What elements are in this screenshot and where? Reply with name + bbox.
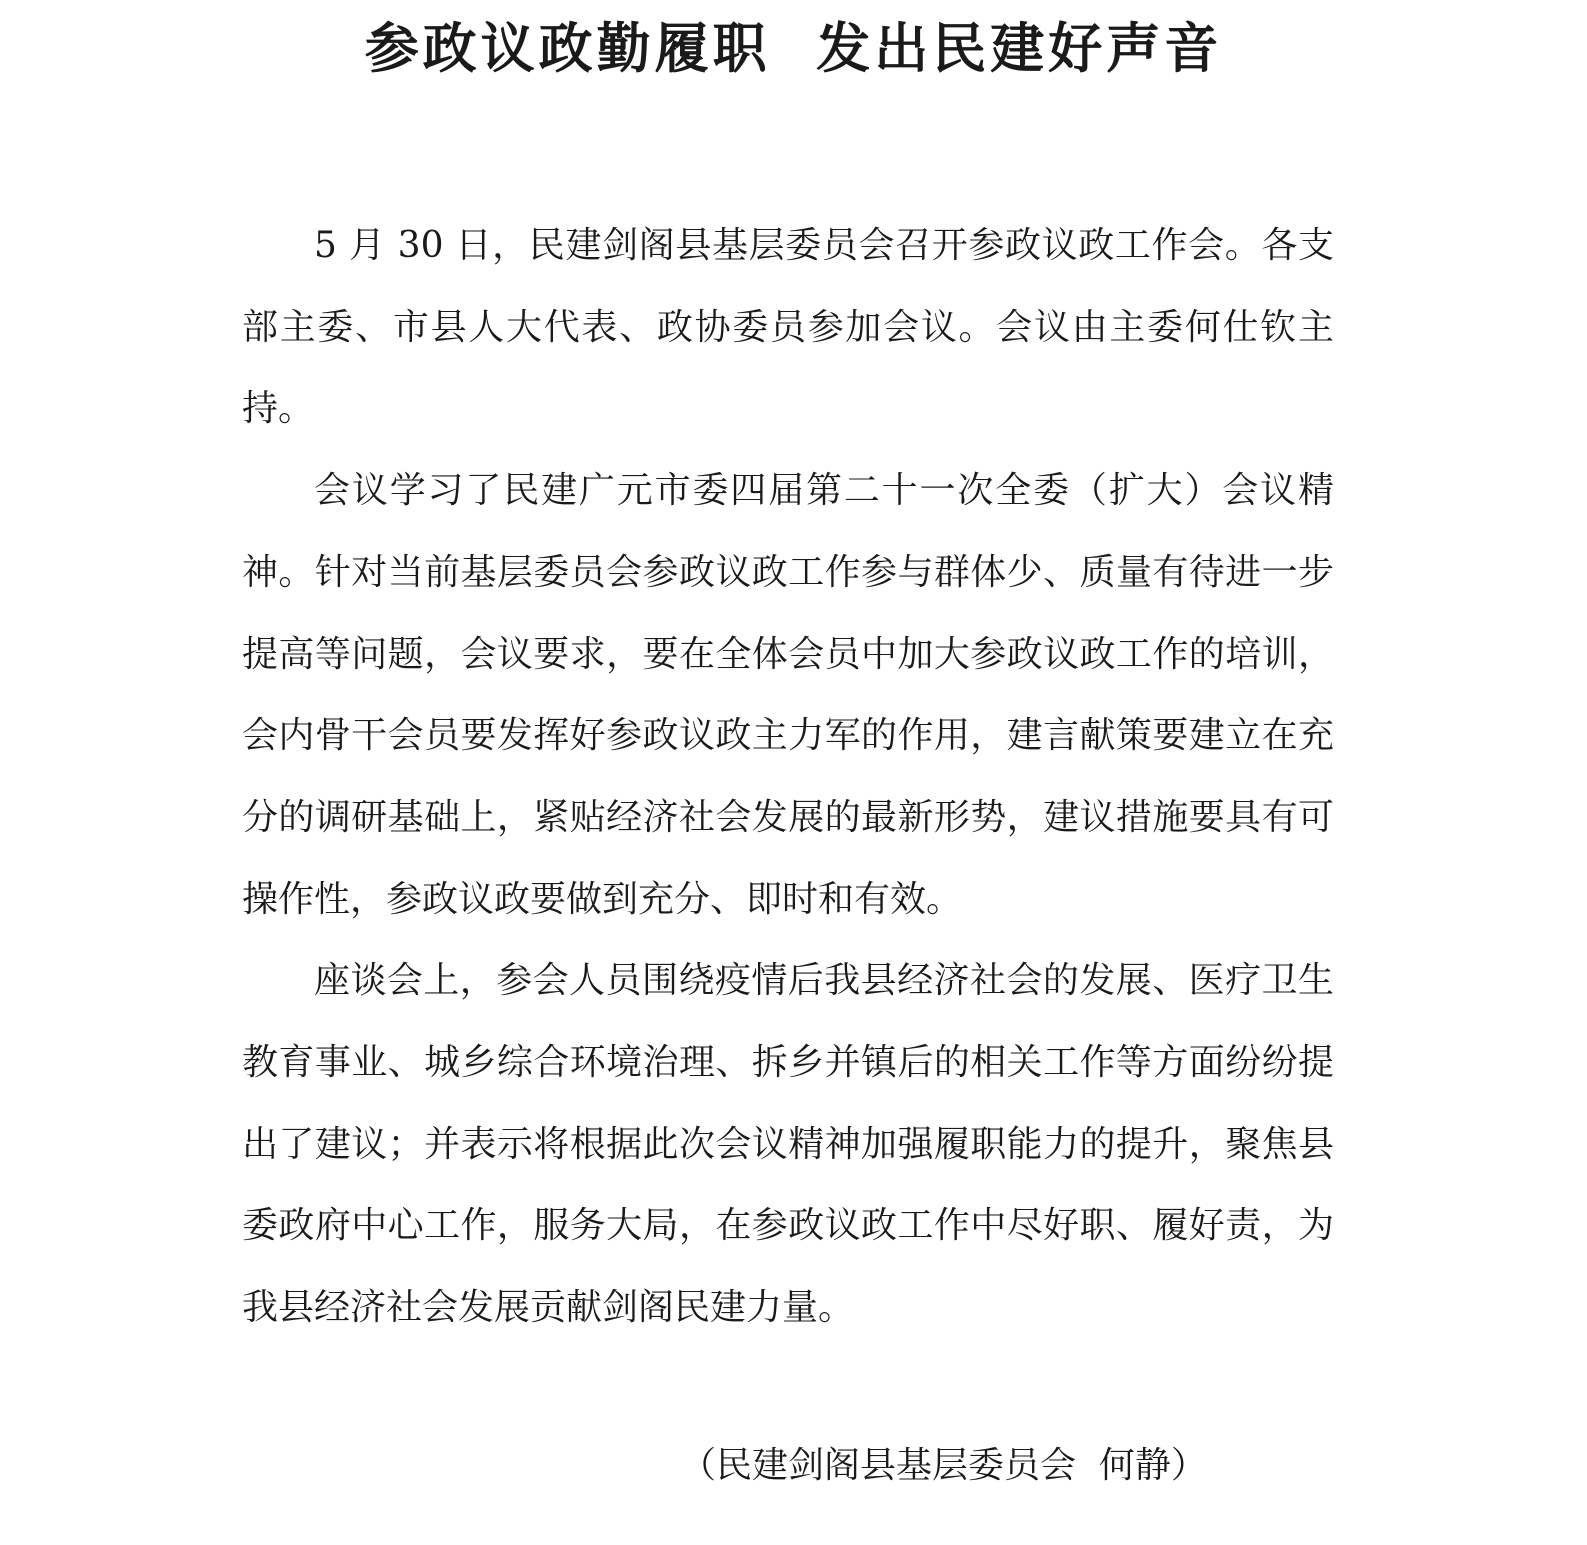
paragraph-1: 5 月 30 日，民建剑阁县基层委员会召开参政议政工作会。各支部主委、市县人大代表、政协委员参加会议。会议由主委何仕钦主持。: [242, 225, 1334, 430]
article-body: [242, 205, 1334, 1349]
page-title: 参政议政勤履职 发出民建好声音: [364, 16, 1223, 80]
paragraph-2: 会议学习了民建广元市委四届第二十一次全委（扩大）会议精神。针对当前基层委员会参政议政工作参与群体少、质量有待进一步提高等问题，会议要求，要在全体会员中加大参政议政工作的培训，会内骨干会员要发挥好参政议政主力军的作用，建言献策要建立在充分的调研基础上，紧贴经济社会发展的最新形势，建议措施要具有可操作性，参政议政要做到充分、即时和有效。: [242, 470, 1334, 920]
author-signature: （民建剑阁县基层委员会 何静）: [680, 1445, 1207, 1486]
paragraph-3: 座谈会上，参会人员围绕疫情后我县经济社会的发展、医疗卫生教育事业、城乡综合环境治理、拆乡并镇后的相关工作等方面纷纷提出了建议；并表示将根据此次会议精神加强履职能力的提升，聚焦县委政府中心工作，服务大局，在参政议政工作中尽好职、履好责，为我县经济社会发展贡献剑阁民建力量。: [242, 960, 1334, 1329]
